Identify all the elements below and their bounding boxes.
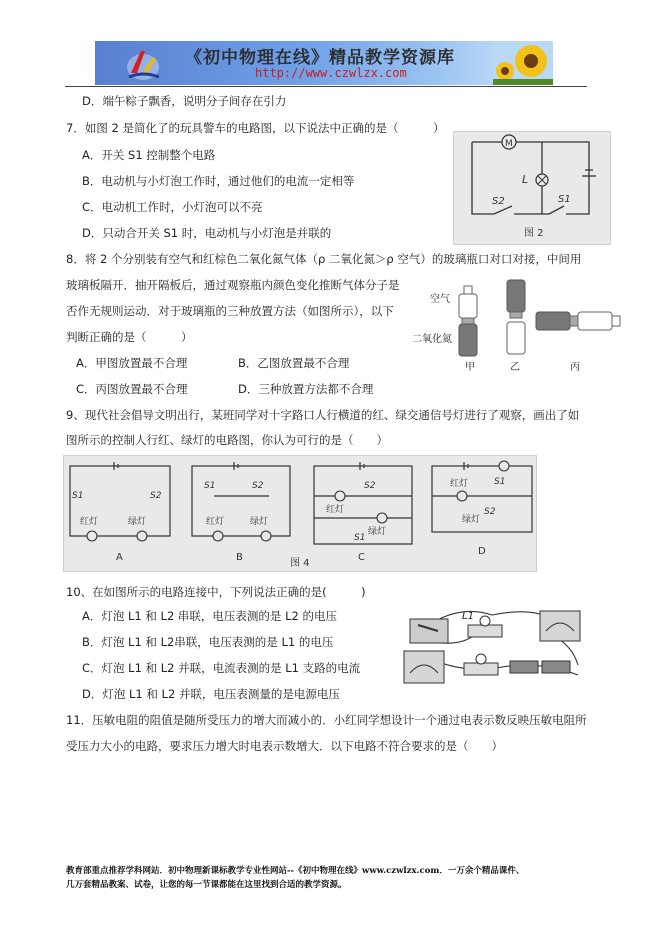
switch-board [410, 619, 448, 643]
footer-line-2: 几万套精品教案、试卷，让您的每一节课都能在这里找到合适的教学资源。 [66, 880, 347, 890]
q6-option-d: D．端午粽子飘香，说明分子间存在引力 [82, 94, 287, 108]
fig4-d-red: 红灯 [450, 479, 469, 489]
figure-2-circuit [453, 131, 611, 245]
q9-stem-2: 图所示的控制人行红、绿灯的电路图，你认为可行的是（ ） [66, 433, 388, 447]
fig4-b-s2: S2 [252, 481, 264, 491]
q11-stem-2: 受压力大小的电路，要求压力增大时电表示数增大．以下电路不符合要求的是（ ） [66, 739, 503, 753]
fig4-label-b: B [236, 552, 243, 563]
header-rule [65, 86, 587, 87]
fig4-c-s2: S2 [364, 481, 376, 491]
motor-label: M [505, 139, 513, 149]
q7-option-c: C．电动机工作时，小灯泡可以不亮 [82, 200, 263, 214]
fig4-label-a: A [116, 552, 123, 563]
fig4-d-s2: S2 [484, 507, 496, 517]
q7-option-b: B．电动机与小灯泡工作时，通过他们的电流一定相等 [82, 174, 355, 188]
batteries [510, 661, 570, 673]
fig4-b-green: 绿灯 [250, 517, 269, 527]
q8-option-c: C．丙图放置最不合理 [76, 382, 188, 396]
q8-stem-4: 判断正确的是（ ） [66, 330, 193, 344]
fig4-label-c: C [358, 552, 365, 563]
q7-option-a: A．开关 S1 控制整个电路 [82, 148, 216, 162]
q7-option-d: D．只动合开关 S1 时，电动机与小灯泡是并联的 [82, 226, 332, 240]
lamp-label: L [522, 173, 529, 186]
air-label: 空气 [430, 294, 450, 305]
header-banner [95, 41, 553, 85]
meter-left [404, 651, 444, 683]
fig4-a-red: 红灯 [80, 517, 99, 527]
footer-line-1: 教育部重点推荐学科网站．初中物理新课标教学专业性网站--《初中物理在线》www.czwlzx.com．一万余个精品课件、 [66, 866, 525, 876]
bottles-figure [410, 278, 625, 376]
fig4-a-s1: S1 [72, 491, 84, 501]
q8-option-d: D．三种放置方法都不合理 [238, 382, 374, 396]
bottle-yi [507, 280, 525, 354]
page-footer [66, 864, 626, 892]
l1-label: L1 [462, 611, 474, 622]
q10-option-c: C．灯泡 L1 和 L2 并联，电流表测的是 L1 支路的电流 [82, 661, 361, 675]
q9-stem-1: 9、现代社会倡导文明出行，某班同学对十字路口人行横道的红、绿交通信号灯进行了观察，画出了如 [66, 408, 580, 422]
fig4-label-d: D [478, 546, 486, 557]
meter-right [540, 611, 580, 641]
figure-2-caption: 图 2 [524, 228, 544, 239]
q8-option-a: A．甲图放置最不合理 [76, 356, 188, 370]
q7-stem: 7．如图 2 是简化了的玩具警车的电路图，以下说法中正确的是（ ） [66, 121, 445, 135]
bing-label: 丙 [570, 362, 580, 373]
q10-option-b: B．灯泡 L1 和 L2串联，电压表测的是 L1 的电压 [82, 635, 334, 649]
banner-url: http://www.czwlzx.com [255, 66, 407, 80]
s1-label: S1 [558, 194, 571, 205]
fig4-caption: 图 4 [290, 558, 310, 569]
s2-label: S2 [492, 196, 505, 207]
fig4-b-red: 红灯 [206, 517, 225, 527]
fig4-a-green: 绿灯 [128, 517, 147, 527]
q8-stem-2: 玻璃板隔开．抽开隔板后，通过观察瓶内颜色变化推断气体分子是 [66, 278, 400, 292]
q8-option-b: B．乙图放置最不合理 [238, 356, 350, 370]
site-logo [123, 45, 163, 83]
lamp-l2 [464, 654, 498, 675]
bottle-jia [459, 286, 477, 356]
q8-stem-1: 8．将 2 个分别装有空气和红棕色二氧化氮气体（ρ 二氧化氮＞ρ 空气）的玻璃瓶口对口对接，中间用 [66, 252, 582, 266]
figure-10-circuit [402, 605, 590, 697]
fig4-c-green: 绿灯 [368, 527, 387, 537]
fig4-c-s1: S1 [354, 533, 366, 543]
fig4-c-red: 红灯 [326, 505, 345, 515]
sunflower-image [493, 41, 553, 85]
banner-title: 《初中物理在线》精品教学资源库 [185, 48, 455, 68]
q10-option-d: D．灯泡 L1 和 L2 并联，电压表测量的是电源电压 [82, 687, 340, 701]
fig4-d-s1: S1 [494, 477, 506, 487]
yi-label: 乙 [510, 362, 520, 373]
q11-stem-1: 11．压敏电阻的阻值是随所受压力的增大而减小的．小红同学想设计一个通过电表示数反映压敏电阻所 [66, 713, 587, 727]
jia-label: 甲 [465, 362, 475, 373]
q10-stem: 10、在如图所示的电路连接中，下列说法正确的是( ) [66, 585, 366, 599]
bottle-bing [536, 312, 620, 330]
q8-stem-3: 否作无规则运动．对于玻璃瓶的三种放置方法（如图所示），以下 [66, 304, 394, 318]
figure-4-circuits [63, 455, 537, 572]
fig4-d-green: 绿灯 [462, 515, 481, 525]
q10-option-a: A．灯泡 L1 和 L2 串联，电压表测的是 L2 的电压 [82, 609, 337, 623]
no2-label: 二氧化氮 [412, 334, 452, 345]
fig4-b-s1: S1 [204, 481, 216, 491]
fig4-a-s2: S2 [150, 491, 162, 501]
